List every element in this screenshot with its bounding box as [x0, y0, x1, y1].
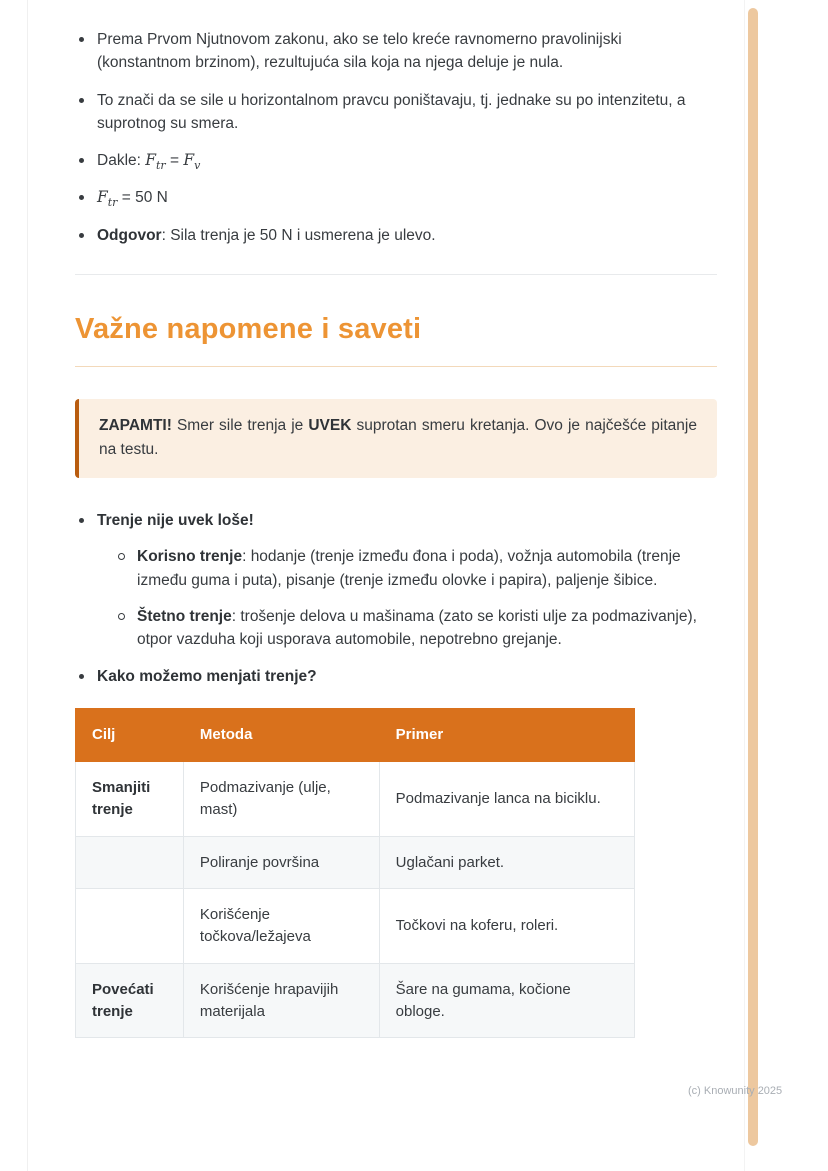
- page-edge-bar: [748, 8, 758, 1146]
- bullet-text: : Sila trenja je 50 N i usmerena je ulevo.: [161, 226, 436, 244]
- table-cell: Smanjiti trenje: [76, 762, 184, 837]
- list-item: [75, 28, 717, 75]
- table-cell: Povećati trenje: [76, 963, 184, 1038]
- list-item: [75, 89, 717, 136]
- sub-list-item: [115, 605, 717, 652]
- tips-bullet-list: [75, 509, 717, 689]
- section-divider: [75, 274, 717, 275]
- table-row: [76, 963, 635, 1038]
- table-cell: [76, 836, 184, 889]
- column-header-primer: Primer: [379, 708, 634, 762]
- callout-note: [75, 399, 717, 479]
- table-row: [76, 836, 635, 889]
- table-header-row: [76, 708, 635, 762]
- page-right-edge: [744, 0, 745, 1171]
- callout-emphasis: UVEK: [308, 416, 352, 434]
- list-item: [75, 186, 717, 209]
- table-cell: Šare na gumama, kočione obloge.: [379, 963, 634, 1038]
- callout-text: suprotan smeru kretanja. Ovo je najčešće pitanje na testu.: [99, 416, 697, 459]
- copyright-text: (c) Knowunity 2025: [688, 1085, 783, 1097]
- tip-title: Kako možemo menjati trenje?: [97, 668, 317, 686]
- table-cell: Korišćenje točkova/ležajeva: [183, 889, 379, 964]
- math-symbol: F: [97, 188, 108, 207]
- bullet-text: Prema Prvom Njutnovom zakonu, ako se telo kreće ravnomerno pravolinijski (konstantnom brzinom), rezultujuća sila koja na njega deluje je nula.: [97, 31, 622, 72]
- callout-text: Smer sile trenja je: [171, 416, 309, 434]
- column-header-cilj: Cilj: [76, 708, 184, 762]
- document-content: [75, 28, 717, 1038]
- heading-underline: [75, 366, 717, 367]
- callout-emphasis: ZAPAMTI!: [99, 416, 172, 434]
- page-left-edge: [27, 0, 28, 1171]
- list-item: [75, 149, 717, 172]
- table-cell: Korišćenje hrapavijih materijala: [183, 963, 379, 1038]
- math-subscript: v: [194, 159, 201, 173]
- answer-label: Odgovor: [97, 226, 162, 244]
- table-cell: Podmazivanje (ulje, mast): [183, 762, 379, 837]
- table-cell: Poliranje površina: [183, 836, 379, 889]
- table-cell: Točkovi na koferu, roleri.: [379, 889, 634, 964]
- section-heading: Važne napomene i saveti: [75, 312, 422, 345]
- table-cell: [76, 889, 184, 964]
- bullet-text: = 50 N: [117, 189, 168, 207]
- tip-title: Trenje nije uvek loše!: [97, 512, 254, 530]
- table-row: [76, 889, 635, 964]
- table-cell: Uglačani parket.: [379, 836, 634, 889]
- list-item: [75, 224, 717, 247]
- table-row: [76, 762, 635, 837]
- list-item: [75, 665, 717, 688]
- friction-methods-table: [75, 708, 635, 1039]
- sub-item-lead: Korisno trenje: [137, 548, 243, 566]
- math-symbol: F: [183, 151, 195, 169]
- sub-list-item: [115, 545, 717, 592]
- math-subscript: tr: [156, 159, 166, 173]
- math-equals: =: [165, 152, 184, 169]
- table-cell: Podmazivanje lanca na biciklu.: [379, 762, 634, 837]
- tips-sub-list: [97, 545, 717, 651]
- math-subscript: tr: [107, 196, 118, 210]
- list-item: [75, 509, 717, 651]
- sub-item-lead: Štetno trenje: [137, 607, 232, 625]
- sub-item-text: : hodanje (trenje između đona i poda), vožnja automobila (trenje između guma i puta), pisanje (trenje između olovke i papira), paljenje šibice.: [137, 548, 681, 589]
- bullet-text: Dakle:: [97, 152, 146, 169]
- math-symbol: F: [145, 151, 157, 169]
- solution-bullet-list: [75, 28, 717, 247]
- sub-item-text: : trošenje delova u mašinama (zato se koristi ulje za podmazivanje), otpor vazduha koji usporava automobile, nepotrebno grejanje.: [137, 607, 697, 649]
- bullet-text: To znači da se sile u horizontalnom pravcu poništavaju, tj. jednake su po intenzitetu, a suprotnog su smera.: [97, 91, 686, 132]
- column-header-metoda: Metoda: [183, 708, 379, 762]
